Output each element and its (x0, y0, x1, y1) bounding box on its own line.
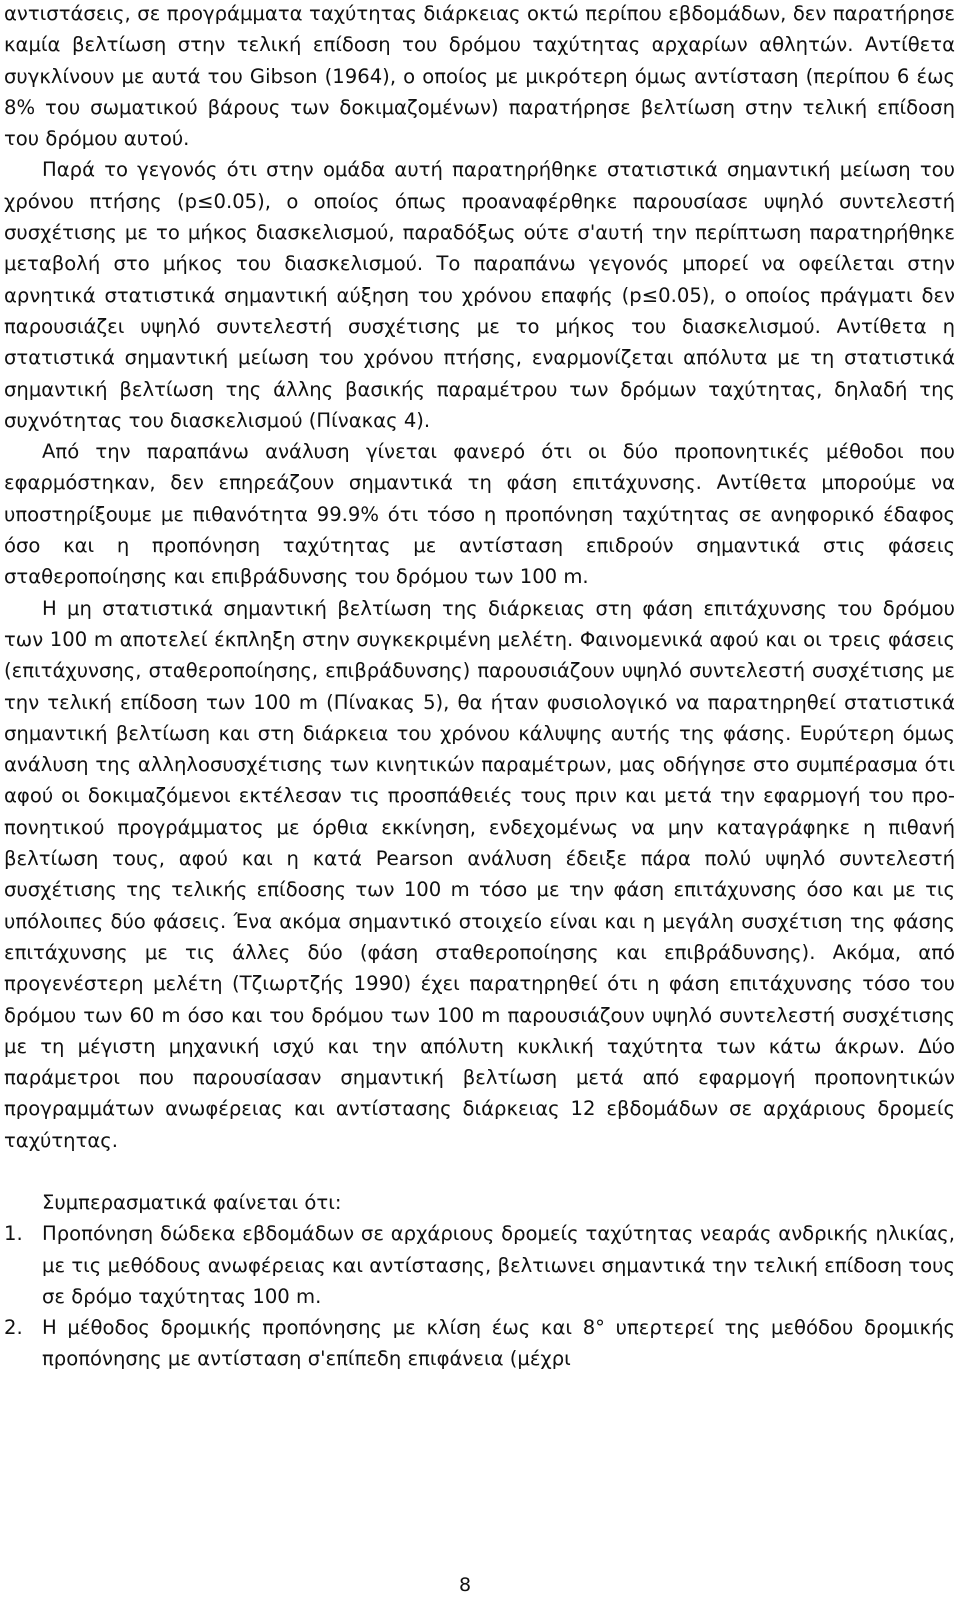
conclusions-list (4, 1218, 955, 1374)
conclusion-number: 2. (4, 1316, 23, 1340)
paragraph-flight-time: Παρά το γεγονός ότι στην ομάδα αυτή παρατηρήθηκε στατιστικά σημαντική μείωση του χρόνου πτήσης (p≤0.05), ο οποίος όπως προαναφέρθηκε παρουσίασε υψηλό συντελεστή συσχέτισης με το μήκος διασκελισμού, παραδόξως ούτε σ'αυτή την περίπτωση παρατηρήθηκε μεταβολή στο μήκος του διασκελισμού. Το παραπάνω γεγονός μπορεί να οφείλεται στην αρνητικά στατιστικά σημαντική αύξηση του χρόνου επαφής (p≤0.05), ο οποίος πράγματι δεν παρουσιάζει υψηλό συντελεστή συσχέτισης με το μήκος του διασκελισμού. Αντίθετα η στατιστικά σημαντική μείωση του χρόνου πτήσης, εναρμονίζεται απόλυτα με τη στατιστικά σημαντική βελτίωση της άλλης βασικής παραμέτρου των δρόμων ταχύτητας, δηλαδή της συχνότητας του διασκελισμού (Πίνακας 4). (4, 158, 955, 432)
conclusion-text: Προπόνηση δώδεκα εβδομάδων σε αρχάριους δρομείς ταχύτητας νεαράς ανδρικής ηλικίας, με τις μεθόδους ανωφέρειας και αντίστασης, βελτιωνει σημαντικά την τελική επίδοση τους σε δρόμο ταχύτητας 100 m. (42, 1222, 955, 1308)
page-number: 8 (458, 1574, 472, 1596)
paragraph-acceleration-phase: Η μη στατιστικά σημαντική βελτίωση της διάρκειας στη φάση επιτάχυνσης του δρόμου των 100 m αποτελεί έκπληξη στην συγκεκριμένη μελέτη. Φαινομενικά αφού και οι τρεις φάσεις (επιτάχυνσης, σταθεροποίησης, επιβράδυνσης) παρουσιάζουν υψηλό συντελεστή συσχέτισης με την τελική επίδοση των 100 m (Πίνακας 5), θα ήταν φυσιολογικό να παρατηρηθεί στατιστικά σημαντική βελτίωση και στη διάρκεια του χρόνου κάλυψης αυτής της φάσης. Ευρύτερη όμως ανάλυση της αλληλοσυσχέτισης των κινητικών παραμέτρων, μας οδήγησε στο συμπέρασμα ότι αφού οι δοκιμαζόμενοι εκτέλεσαν τις προσπάθειές τους πριν και μετά την εφαρμογή του προ-πονητικού προγράμματος με όρθια εκκίνηση, ενδεχομένως να μην καταγράφηκε η πιθανή βελτίωση τους, αφού και η κατά Pearson ανάλυση έδειξε πάρα πολύ υψηλό συντελεστή συσχέτισης της τελικής επίδοσης των 100 m τόσο με την φάση επιτάχυνσης όσο και με τις υπόλοιπες δύο φάσεις. Ένα ακόμα σημαντικό στοιχείο είναι και η μεγάλη συσχέτιση της φάσης επιτάχυνσης με τις άλλες δύο (φάση σταθεροποίησης και επιβράδυνσης). Ακόμα, από προγενέστερη μελέτη (Τζιωρτζής 1990) έχει παρατηρηθεί ότι η φάση επιτάχυνσης τόσο του δρόμου των 60 m όσο και του δρόμου των 100 m παρουσιάζουν υψηλό συντελεστή συσχέτισης με τη μέγιστη μηχανική ισχύ και την απόλυτη κυκλική ταχύτητα των κάτω άκρων. Δύο παράμετροι που παρουσίασαν σημαντική βελτίωση μετά από εφαρμογή προπονητικών προγραμμάτων ανωφέρειας και αντίστασης διάρκειας 12 εβδομάδων σε αρχάριους δρομείς ταχύτητας. (4, 596, 955, 1152)
paragraph-analysis-phases: Από την παραπάνω ανάλυση γίνεται φανερό ότι οι δύο προπονητικές μέθοδοι που εφαρμόστηκαν, δεν επηρεάζουν σημαντικά τη φάση επιτάχυνσης. Αντίθετα μπορούμε να υποστηρίξουμε με πιθανότητα 99.9% ότι τόσο η προπόνηση ταχύτητας σε ανηφορικό έδαφος όσο και η προπόνηση ταχύτητας με αντίσταση επιδρούν σημαντικά στις φάσεις σταθεροποίησης και επιβράδυνσης του δρόμου των 100 m. (4, 440, 955, 589)
paragraph-gibson-comparison: αντιστάσεις, σε προγράμματα ταχύτητας διάρκειας οκτώ περίπου εβδομάδων, δεν παρατήρησε καμία βελτίωση στην τελική επίδοση του δρόμου ταχύτητας αρχαρίων αθλητών. Αντίθετα συγκλίνουν με αυτά του Gibson (1964), ο οποίος με μικρότερη όμως αντίσταση (περίπου 6 έως 8% του σωματικού βάρους των δοκιμαζομένων) παρατήρησε βελτίωση στην τελική επίδοση του δρόμου αυτού. (4, 2, 955, 151)
document-page (4, 0, 955, 1375)
conclusion-text: Η μέθοδος δρομικής προπόνησης με κλίση έως και 8° υπερτερεί της μεθόδου δρομικής προπόνησης με αντίσταση σ'επίπεδη επιφάνεια (μέχρι (42, 1316, 955, 1371)
paragraph-spacer (4, 1156, 955, 1187)
conclusions-heading: Συμπερασματικά φαίνεται ότι: (42, 1190, 342, 1214)
conclusion-number: 1. (4, 1222, 23, 1246)
conclusion-item (4, 1312, 955, 1375)
conclusion-item (4, 1218, 955, 1312)
